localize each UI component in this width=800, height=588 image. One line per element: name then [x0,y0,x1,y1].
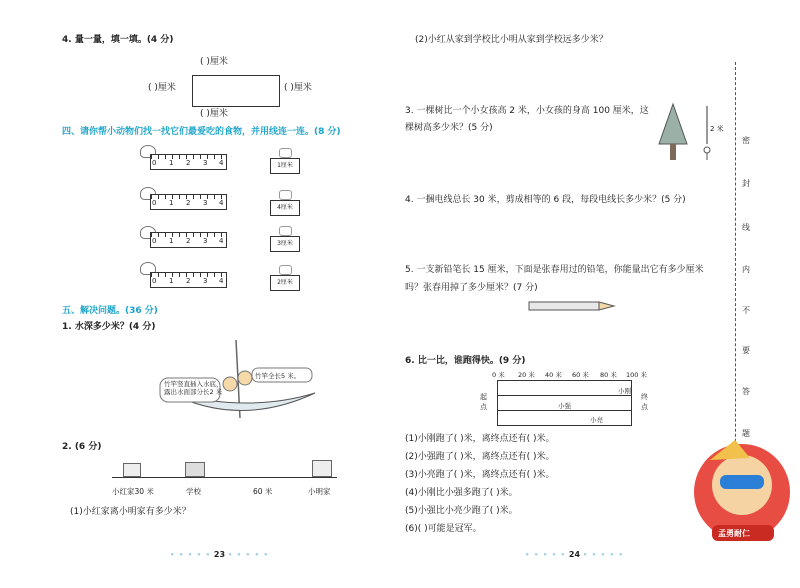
q6-answer-1: (1)小刚跑了( )米，离终点还有( )米。 [405,434,555,444]
food-icon [279,265,292,275]
house-icon [123,463,141,477]
school-icon [185,462,205,477]
q3-line1: 3. 一棵树比一个小女孩高 2 米，小女孩的身高 100 厘米，这 [405,106,649,116]
bubble-left-text: 竹竿竖直插入水底，露出水面部分长2 米 [164,380,223,396]
page-number-right: • • • • • 24 • • • • • [525,550,624,559]
rect-bottom-label: ( )厘米 [200,109,228,119]
house-icon [312,460,332,477]
bubble-right-text: 竹竿全长5 米。 [255,372,301,380]
q1-title: 1. 水深多少米？(4 分) [62,322,156,332]
food-box-4: 2厘米 [270,275,300,291]
section5-title: 五、解决问题。(36 分) [62,306,158,316]
q3-line2: 棵树高多少米？(5 分) [405,123,493,133]
rectangle-figure [192,75,280,107]
animal-ruler-area [135,142,325,292]
q2-sub2: (2)小红从家到学校比小明从家到学校远多少米？ [415,35,608,45]
q6-answer-2: (2)小强跑了( )米，离终点还有( )米。 [405,452,555,462]
q4-text: 4. 一捆电线总长 30 米，剪成相等的 6 段，每段电线长多少米？(5 分) [405,195,686,205]
label-ming: 小明家 [308,487,331,496]
q2-sub1: (1)小红家离小明家有多少米？ [70,507,191,517]
q4-title: 4. 量一量，填一填。(4 分) [62,35,174,45]
end-label: 终点 [641,393,648,411]
label-hong: 小红家30 米 [112,487,154,496]
logo-text: 孟勇耐仁 [718,529,750,538]
section4-title: 四、请你帮小动物们找一找它们最爱吃的食物，并用线连一连。(8 分) [62,127,341,137]
runner-xiaogang: 小刚 [618,387,631,395]
food-box-1: 1厘米 [270,158,300,174]
rect-left-label: ( )厘米 [148,83,176,93]
route-line [112,477,337,478]
food-icon [279,190,292,200]
ruler-3: 0 1 2 3 4 [150,232,227,248]
label-school: 学校 [186,487,201,496]
q5-line2: 吗？张春用掉了多少厘米？(7 分) [405,283,538,293]
ruler-2: 0 1 2 3 4 [150,194,227,210]
q6-answer-5: (5)小强比小亮少跑了( )米。 [405,506,518,516]
label-60m: 60 米 [253,487,273,496]
q6-title: 6. 比一比，谁跑得快。(9 分) [405,356,526,366]
runner-xiaoqiang: 小强 [558,402,571,410]
ruler-4: 0 1 2 3 4 [150,272,227,288]
q2-title: 2. (6 分) [62,442,102,452]
food-icon [279,148,292,158]
pencil-icon [528,300,616,312]
tree-height-label: 2 米 [710,125,724,133]
page-number-left: • • • • • 23 • • • • • [170,550,269,559]
q6-answer-6: (6)( )可能是冠军。 [405,524,482,534]
food-box-2: 4厘米 [270,200,300,216]
start-label: 起点 [480,393,487,411]
ruler-1: 0 1 2 3 4 [150,154,227,170]
q6-answer-4: (4)小刚比小强多跑了( )米。 [405,488,518,498]
food-box-3: 3厘米 [270,236,300,252]
rect-top-label: ( )厘米 [200,57,228,67]
food-icon [279,226,292,236]
q5-line1: 5. 一支新铅笔长 15 厘米，下面是张春用过的铅笔，你能量出它有多少厘米 [405,265,704,275]
rect-right-label: ( )厘米 [284,83,312,93]
runner-xiaoliang: 小亮 [590,416,603,424]
q6-answer-3: (3)小亮跑了( )米，离终点还有( )米。 [405,470,555,480]
